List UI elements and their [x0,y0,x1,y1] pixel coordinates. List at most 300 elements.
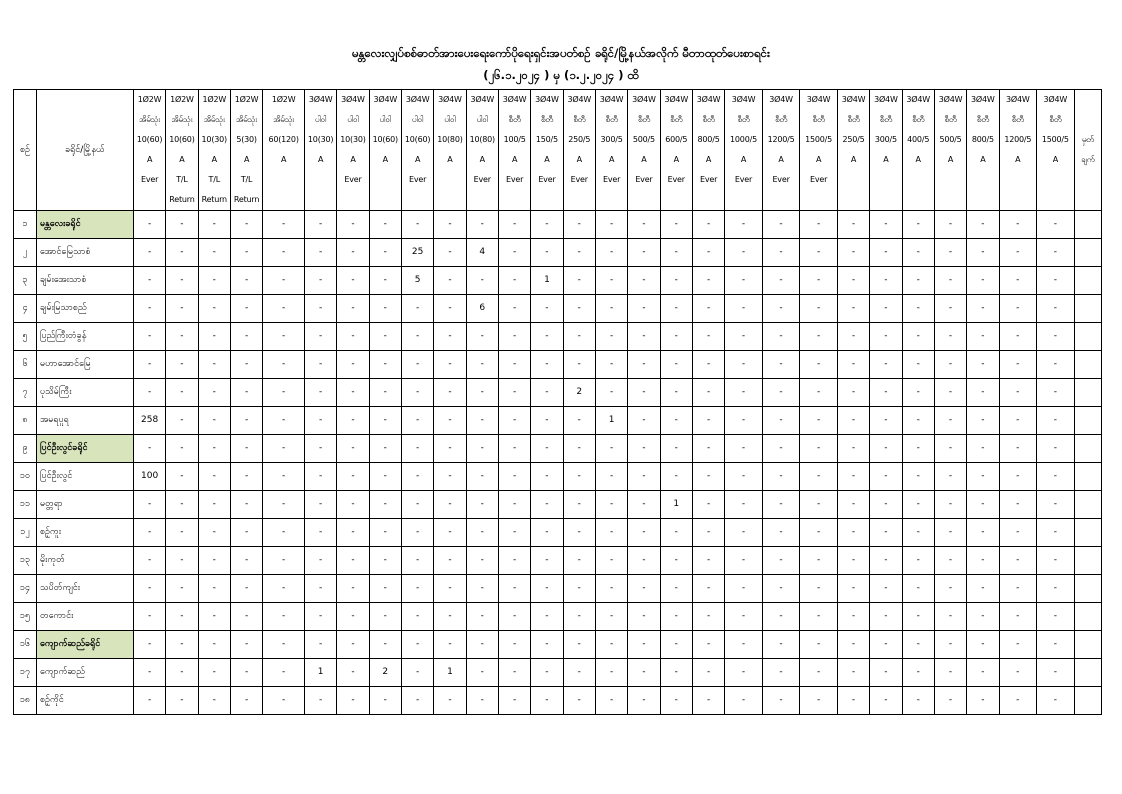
header-line: 3Ø4W [906,95,930,104]
empty-cell: - [692,631,724,659]
header-line: Ever [409,175,427,184]
empty-cell: - [198,491,230,519]
empty-cell: - [263,407,305,435]
empty-cell: - [198,519,230,547]
header-meter-type-22 [870,90,902,211]
empty-cell: - [762,267,800,295]
header-line: A [576,155,582,164]
empty-cell: - [800,603,838,631]
header-meter-type-25 [967,90,999,211]
empty-cell: - [230,687,262,715]
empty-cell: - [166,379,198,407]
header-meter-type-20 [800,90,838,211]
empty-cell: - [999,603,1037,631]
header-line: 250/5 [568,135,591,144]
empty-cell: - [133,575,165,603]
row-serial-number: ၁၆ [14,631,37,659]
empty-cell: - [263,603,305,631]
empty-cell: - [466,491,498,519]
empty-cell: - [369,323,401,351]
empty-cell: - [401,575,433,603]
empty-cell: - [999,491,1037,519]
header-meter-type-2 [198,90,230,211]
empty-cell: - [999,631,1037,659]
header-line: Return [233,195,260,204]
header-line: 3Ø4W [308,95,333,104]
header-line: 10(30) [201,135,227,144]
header-line: A [179,155,185,164]
header-meter-type-14 [595,90,627,211]
header-line: A [740,155,747,164]
header-meter-type-24 [934,90,966,211]
row-serial-number: ၁၂ [14,519,37,547]
header-line: 3Ø4W [405,95,430,104]
empty-cell: - [498,211,530,239]
header-line: Return [201,195,227,204]
meter-count: 258 [133,407,165,435]
remark-cell [1074,351,1101,379]
empty-cell: - [498,267,530,295]
empty-cell: - [725,435,763,463]
empty-cell: - [166,267,198,295]
remark-cell [1074,211,1101,239]
empty-cell: - [337,491,369,519]
empty-cell: - [692,351,724,379]
empty-cell: - [369,211,401,239]
empty-cell: - [337,575,369,603]
header-line: 10(60) [372,135,398,144]
meter-count: 1 [434,659,466,687]
header-line: A [608,155,615,164]
empty-cell: - [166,407,198,435]
header-line: 10(60) [136,135,163,144]
empty-cell: - [401,603,433,631]
empty-cell: - [762,323,800,351]
table-row [14,547,1102,575]
empty-cell: - [434,351,466,379]
empty-cell: - [725,687,763,715]
empty-cell: - [466,407,498,435]
header-meter-type-19 [762,90,800,211]
empty-cell: - [870,463,902,491]
empty-cell: - [902,379,934,407]
empty-cell: - [595,687,627,715]
empty-cell: - [434,631,466,659]
empty-cell: - [198,407,230,435]
empty-cell: - [1037,659,1075,687]
empty-cell: - [999,687,1037,715]
empty-cell: - [999,351,1037,379]
empty-cell: - [800,239,838,267]
remark-cell [1074,435,1101,463]
empty-cell: - [628,575,660,603]
header-line: A [382,155,388,164]
header-line: စီတီ [637,115,650,124]
empty-cell: - [263,323,305,351]
header-line: A [280,155,287,164]
empty-cell: - [837,491,869,519]
header-line: T/L [240,175,253,184]
remark-cell [1074,631,1101,659]
empty-cell: - [800,379,838,407]
empty-cell: - [762,351,800,379]
township-name: စဉ့်ကိုင် [36,687,133,715]
empty-cell: - [967,407,999,435]
empty-cell: - [166,491,198,519]
empty-cell: - [133,379,165,407]
empty-cell: - [660,435,692,463]
empty-cell: - [369,239,401,267]
header-line: A [243,155,250,164]
empty-cell: - [166,575,198,603]
empty-cell: - [967,295,999,323]
table-row [14,239,1102,267]
header-line: စီတီ [702,115,715,124]
empty-cell: - [563,575,595,603]
header-line: Ever [344,175,362,184]
empty-cell: - [595,351,627,379]
header-meter-type-11 [498,90,530,211]
table-row [14,687,1102,715]
empty-cell: - [369,379,401,407]
header-line: 800/5 [971,135,994,144]
empty-cell: - [934,323,966,351]
empty-cell: - [498,491,530,519]
empty-cell: - [800,491,838,519]
header-line: စီတီ [1011,115,1024,124]
district-name: ကျောက်ဆည်ခရိုင် [36,631,133,659]
empty-cell: - [934,407,966,435]
township-name: မတ္တရာ [36,491,133,519]
meter-count: 4 [466,239,498,267]
empty-cell: - [800,211,838,239]
empty-cell: - [230,603,262,631]
empty-cell: - [198,575,230,603]
empty-cell: - [434,519,466,547]
empty-cell: - [692,379,724,407]
remark-cell [1074,407,1101,435]
empty-cell: - [337,547,369,575]
header-meter-type-1 [166,90,198,211]
header-line: Return [169,195,195,204]
empty-cell: - [133,603,165,631]
empty-cell: - [902,435,934,463]
empty-cell: - [563,463,595,491]
empty-cell: - [999,575,1037,603]
empty-cell: - [870,323,902,351]
empty-cell: - [660,239,692,267]
empty-cell: - [628,351,660,379]
empty-cell: - [1037,267,1075,295]
empty-cell: - [725,603,763,631]
empty-cell: - [999,211,1037,239]
empty-cell: - [531,239,563,267]
empty-cell: - [762,463,800,491]
empty-cell: - [628,211,660,239]
empty-cell: - [902,407,934,435]
empty-cell: - [660,351,692,379]
empty-cell: - [369,463,401,491]
empty-cell: - [902,267,934,295]
empty-cell: - [304,295,336,323]
empty-cell: - [762,379,800,407]
empty-cell: - [837,323,869,351]
header-line: 3Ø4W [438,95,462,104]
empty-cell: - [166,687,198,715]
empty-cell: - [263,379,305,407]
empty-cell: - [531,435,563,463]
empty-cell: - [870,603,902,631]
empty-cell: - [230,491,262,519]
empty-cell: - [531,463,563,491]
empty-cell: - [263,575,305,603]
empty-cell: - [902,295,934,323]
empty-cell: - [369,603,401,631]
header-line: T/L [208,175,220,184]
meter-count: 1 [304,659,336,687]
header-line: 3Ø4W [841,95,866,104]
header-line: A [544,155,550,164]
header-meter-type-18 [725,90,763,211]
empty-cell: - [401,211,433,239]
empty-cell: - [628,295,660,323]
empty-cell: - [133,435,165,463]
empty-cell: - [531,687,563,715]
empty-cell: - [498,463,530,491]
empty-cell: - [304,631,336,659]
empty-cell: - [1037,435,1075,463]
empty-cell: - [870,435,902,463]
header-line: 3Ø4W [599,95,624,104]
empty-cell: - [401,407,433,435]
empty-cell: - [595,631,627,659]
empty-cell: - [595,519,627,547]
empty-cell: - [628,519,660,547]
empty-cell: - [967,267,999,295]
header-line: 3Ø4W [535,95,559,104]
report-title: မန္တလေးလျှပ်စစ်ဓာတ်အားပေးရေးကော်ပိုရေးရှင်းအပတ်စဉ် ခရိုင်/မြို့နယ်အလိုက် မီတာထုတ်ပေးစာရင်း [352,46,770,60]
empty-cell: - [304,491,336,519]
empty-cell: - [198,211,230,239]
empty-cell: - [531,575,563,603]
empty-cell: - [934,239,966,267]
empty-cell: - [595,379,627,407]
header-line: A [705,155,712,164]
empty-cell: - [466,519,498,547]
header-meter-type-26 [999,90,1037,211]
empty-cell: - [466,435,498,463]
header-line: စီတီ [879,115,892,124]
header-line: စီတီ [737,115,750,124]
empty-cell: - [466,463,498,491]
empty-cell: - [725,295,763,323]
empty-cell: - [563,351,595,379]
header-line: 800/5 [697,135,720,144]
empty-cell: - [401,631,433,659]
empty-cell: - [628,463,660,491]
empty-cell: - [369,687,401,715]
empty-cell: - [133,519,165,547]
empty-cell: - [563,267,595,295]
empty-cell: - [999,463,1037,491]
empty-cell: - [304,463,336,491]
header-line: A [350,155,356,164]
empty-cell: - [563,295,595,323]
meter-count: 6 [466,295,498,323]
empty-cell: - [304,687,336,715]
empty-cell: - [198,323,230,351]
empty-cell: - [870,491,902,519]
empty-cell: - [800,435,838,463]
township-name: မိုးကုတ် [36,547,133,575]
empty-cell: - [628,687,660,715]
empty-cell: - [166,435,198,463]
empty-cell: - [725,239,763,267]
header-line: 3Ø4W [341,95,365,104]
empty-cell: - [870,351,902,379]
header-line: စီတီ [605,115,618,124]
table-row [14,351,1102,379]
empty-cell: - [725,211,763,239]
empty-cell: - [800,463,838,491]
empty-cell: - [166,211,198,239]
empty-cell: - [337,687,369,715]
empty-cell: - [563,407,595,435]
header-line: Ever [772,175,790,184]
empty-cell: - [401,491,433,519]
empty-cell: - [434,323,466,351]
empty-cell: - [498,659,530,687]
report-date-range: (၂၆.၁.၂၀၂၄ ) မှ (၁.၂.၂၀၂၄ ) ထိ [483,68,639,82]
empty-cell: - [967,211,999,239]
empty-cell: - [337,211,369,239]
empty-cell: - [800,575,838,603]
empty-cell: - [902,547,934,575]
empty-cell: - [692,575,724,603]
empty-cell: - [133,547,165,575]
empty-cell: - [902,687,934,715]
row-serial-number: ၁၃ [14,547,37,575]
empty-cell: - [166,547,198,575]
empty-cell: - [1037,491,1075,519]
header-line: 1Ø2W [234,95,259,104]
empty-cell: - [337,323,369,351]
empty-cell: - [999,659,1037,687]
empty-cell: - [660,631,692,659]
empty-cell: - [870,379,902,407]
empty-cell: - [563,547,595,575]
table-row [14,463,1102,491]
header-line: 5(30) [236,135,257,144]
empty-cell: - [692,463,724,491]
empty-cell: - [660,211,692,239]
empty-cell: - [762,659,800,687]
empty-cell: - [401,295,433,323]
header-line: 3Ø4W [373,95,398,104]
empty-cell: - [133,211,165,239]
empty-cell: - [934,659,966,687]
empty-cell: - [725,323,763,351]
empty-cell: - [1037,211,1075,239]
header-line: 3Ø4W [1043,95,1068,104]
header-serial-number [14,90,37,211]
empty-cell: - [837,659,869,687]
remark-cell [1074,575,1101,603]
header-line: ပါဝါ [411,115,424,124]
empty-cell: - [1037,519,1075,547]
row-serial-number: ၁၄ [14,575,37,603]
header-line: 10(80) [469,135,495,144]
empty-cell: - [628,659,660,687]
row-serial-number: ၃ [14,267,37,295]
empty-cell: - [466,575,498,603]
empty-cell: - [230,379,262,407]
meter-count: 2 [563,379,595,407]
header-line: A [317,155,324,164]
remark-cell [1074,267,1101,295]
empty-cell: - [762,687,800,715]
header-meter-type-5 [304,90,336,211]
empty-cell: - [337,519,369,547]
township-name: ပြင်ဦးလွင် [36,463,133,491]
empty-cell: - [434,575,466,603]
empty-cell: - [870,267,902,295]
header-line: 3Ø4W [470,95,495,104]
empty-cell: - [762,575,800,603]
empty-cell: - [870,295,902,323]
empty-cell: - [837,267,869,295]
empty-cell: - [401,547,433,575]
empty-cell: - [133,267,165,295]
header-remark [1074,90,1101,211]
empty-cell: - [1037,295,1075,323]
empty-cell: - [902,659,934,687]
empty-cell: - [800,407,838,435]
empty-cell: - [369,631,401,659]
empty-cell: - [1037,575,1075,603]
empty-cell: - [563,687,595,715]
header-line: 10(60) [404,135,431,144]
empty-cell: - [725,631,763,659]
header-line: ချက် [1081,155,1095,164]
empty-cell: - [902,239,934,267]
empty-cell: - [999,547,1037,575]
header-meter-type-13 [563,90,595,211]
row-serial-number: ၁ [14,211,37,239]
row-serial-number: ၉ [14,435,37,463]
empty-cell: - [628,407,660,435]
empty-cell: - [498,435,530,463]
header-line: A [211,155,217,164]
empty-cell: - [595,211,627,239]
empty-cell: - [531,323,563,351]
empty-cell: - [934,491,966,519]
empty-cell: - [628,239,660,267]
empty-cell: - [337,435,369,463]
empty-cell: - [595,659,627,687]
header-line: 3Ø4W [874,95,898,104]
empty-cell: - [230,323,262,351]
header-line: 3Ø4W [806,95,831,104]
empty-cell: - [902,463,934,491]
empty-cell: - [401,323,433,351]
table-row [14,295,1102,323]
empty-cell: - [563,239,595,267]
header-line: T/L [176,175,188,184]
empty-cell: - [337,463,369,491]
header-line: 300/5 [600,135,623,144]
header-meter-type-23 [902,90,934,211]
